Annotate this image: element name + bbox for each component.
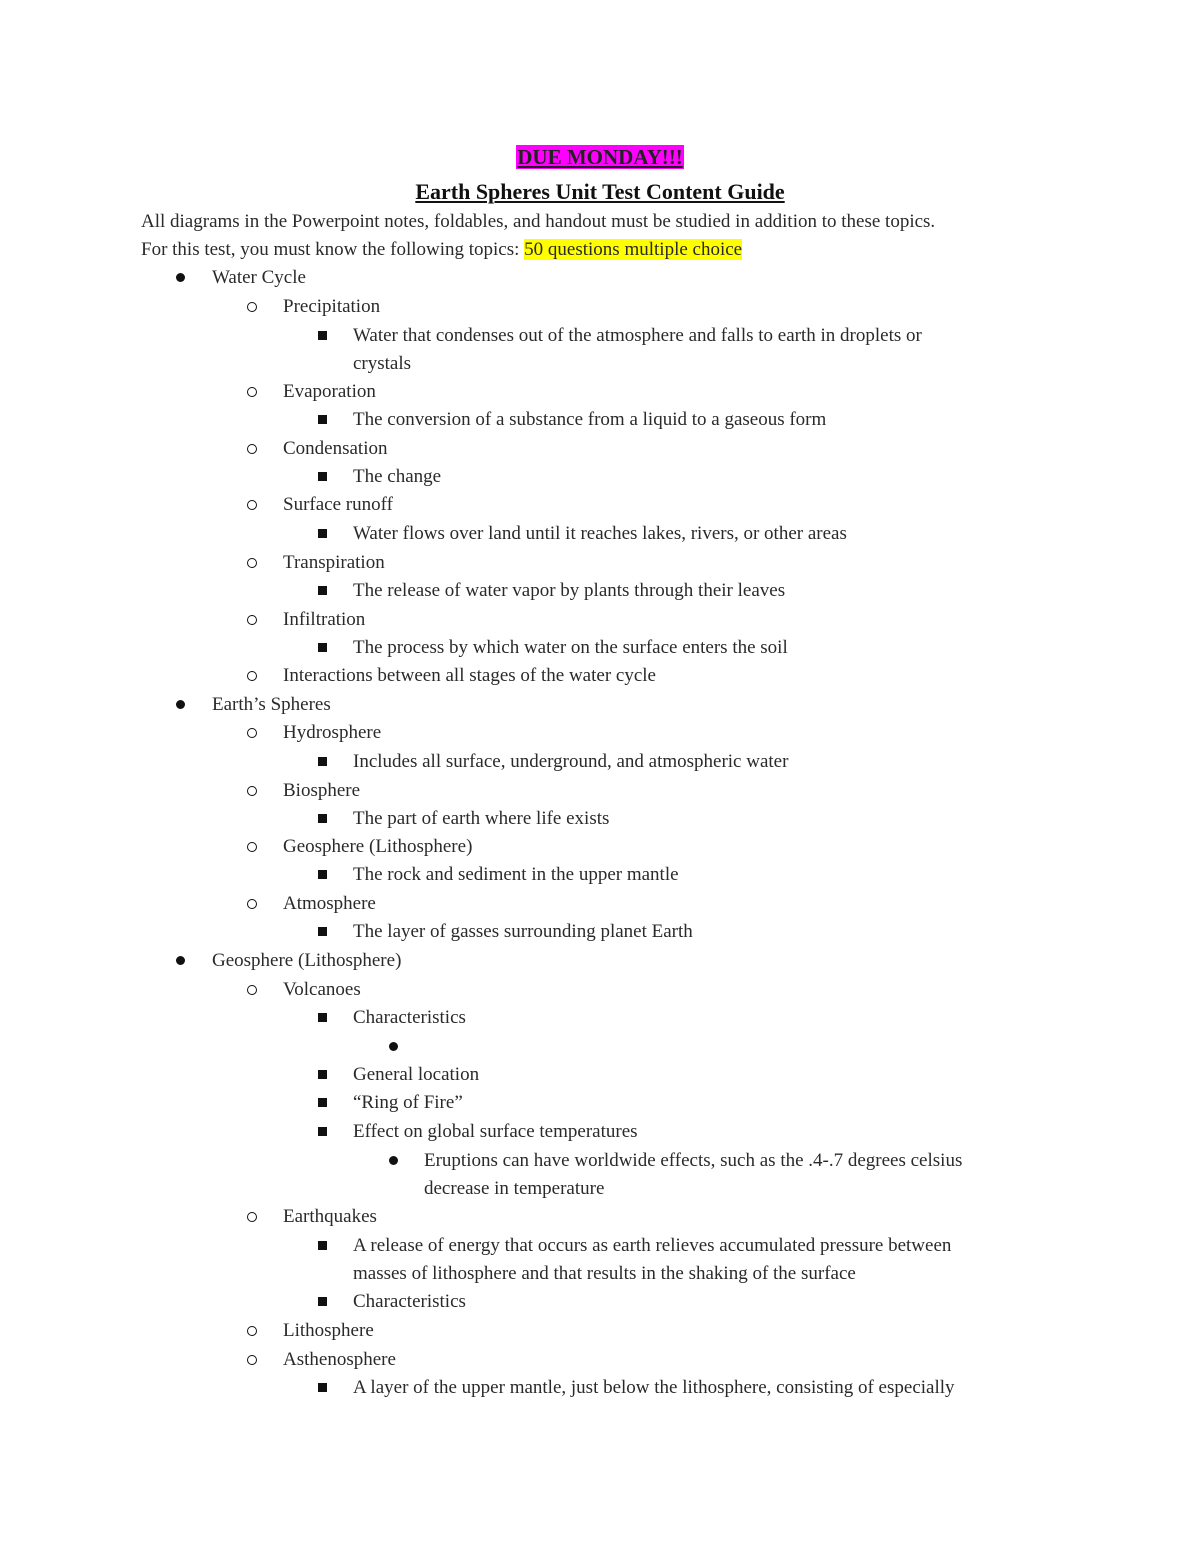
definition-biosphere: The part of earth where life exists	[353, 808, 610, 829]
square-bullet-icon	[318, 1375, 327, 1401]
filled-bullet-icon	[389, 1148, 398, 1174]
subtopic-transpiration: Transpiration	[283, 552, 385, 573]
detail-eruptions-2: decrease in temperature	[424, 1178, 605, 1199]
subtopic-infiltration: Infiltration	[283, 609, 366, 630]
square-bullet-icon	[318, 464, 327, 490]
definition-earthquakes-2: masses of lithosphere and that results in the shaking of the surface	[353, 1263, 856, 1284]
subtopic-interactions: Interactions between all stages of the water cycle	[283, 665, 656, 686]
item-effect-global-temps: Effect on global surface temperatures	[353, 1121, 638, 1142]
hollow-bullet-icon	[247, 436, 257, 462]
square-bullet-icon	[318, 1289, 327, 1315]
topic-earths-spheres: Earth’s Spheres	[212, 694, 331, 715]
hollow-bullet-icon	[247, 294, 257, 320]
square-bullet-icon	[318, 635, 327, 661]
square-bullet-icon	[318, 1005, 327, 1031]
subtopic-volcanoes: Volcanoes	[283, 979, 361, 1000]
hollow-bullet-icon	[247, 607, 257, 633]
square-bullet-icon	[318, 1119, 327, 1145]
intro-line-2-text: For this test, you must know the following topics:	[141, 239, 525, 260]
square-bullet-icon	[318, 806, 327, 832]
definition-transpiration: The release of water vapor by plants through their leaves	[353, 580, 786, 601]
item-volcano-characteristics: Characteristics	[353, 1007, 466, 1028]
square-bullet-icon	[318, 407, 327, 433]
hollow-bullet-icon	[247, 834, 257, 860]
definition-atmosphere: The layer of gasses surrounding planet Earth	[353, 921, 693, 942]
definition-evaporation: The conversion of a substance from a liquid to a gaseous form	[353, 409, 827, 430]
subtopic-surface-runoff: Surface runoff	[283, 494, 393, 515]
hollow-bullet-icon	[247, 1318, 257, 1344]
definition-infiltration: The process by which water on the surface enters the soil	[353, 637, 788, 658]
square-bullet-icon	[318, 578, 327, 604]
subtopic-evaporation: Evaporation	[283, 381, 376, 402]
square-bullet-icon	[318, 749, 327, 775]
subtopic-lithosphere: Lithosphere	[283, 1320, 374, 1341]
filled-bullet-icon	[176, 948, 185, 974]
due-banner	[0, 143, 1200, 171]
square-bullet-icon	[318, 1090, 327, 1116]
square-bullet-icon	[318, 919, 327, 945]
intro-line-2	[141, 237, 742, 263]
hollow-bullet-icon	[247, 720, 257, 746]
definition-surface-runoff: Water flows over land until it reaches lakes, rivers, or other areas	[353, 523, 847, 544]
square-bullet-icon	[318, 323, 327, 349]
square-bullet-icon	[318, 1233, 327, 1259]
subtopic-condensation: Condensation	[283, 438, 388, 459]
hollow-bullet-icon	[247, 891, 257, 917]
definition-precipitation-2: crystals	[353, 353, 412, 374]
subtopic-precipitation: Precipitation	[283, 296, 381, 317]
topic-water-cycle: Water Cycle	[212, 267, 306, 288]
filled-bullet-icon	[389, 1034, 398, 1060]
square-bullet-icon	[318, 521, 327, 547]
definition-condensation: The change	[353, 466, 442, 487]
page-title: Earth Spheres Unit Test Content Guide	[415, 179, 785, 204]
hollow-bullet-icon	[247, 1204, 257, 1230]
hollow-bullet-icon	[247, 1347, 257, 1373]
subtopic-asthenosphere: Asthenosphere	[283, 1349, 396, 1370]
item-general-location: General location	[353, 1064, 480, 1085]
due-text: DUE MONDAY!!!	[517, 145, 683, 169]
hollow-bullet-icon	[247, 379, 257, 405]
subtopic-hydrosphere: Hydrosphere	[283, 722, 382, 743]
hollow-bullet-icon	[247, 977, 257, 1003]
hollow-bullet-icon	[247, 550, 257, 576]
detail-eruptions-1: Eruptions can have worldwide effects, such as the .4-.7 degrees celsius	[424, 1150, 963, 1171]
square-bullet-icon	[318, 1062, 327, 1088]
subtopic-biosphere: Biosphere	[283, 780, 361, 801]
filled-bullet-icon	[176, 265, 185, 291]
item-ring-of-fire: “Ring of Fire”	[353, 1092, 463, 1113]
hollow-bullet-icon	[247, 778, 257, 804]
item-earthquake-characteristics: Characteristics	[353, 1291, 466, 1312]
definition-earthquakes-1: A release of energy that occurs as earth relieves accumulated pressure between	[353, 1235, 952, 1256]
hollow-bullet-icon	[247, 492, 257, 518]
topic-geosphere: Geosphere (Lithosphere)	[212, 950, 402, 971]
filled-bullet-icon	[176, 692, 185, 718]
definition-geosphere: The rock and sediment in the upper mantle	[353, 864, 679, 885]
question-count-highlight: 50 questions multiple choice	[524, 239, 743, 260]
definition-hydrosphere: Includes all surface, underground, and atmospheric water	[353, 751, 789, 772]
definition-asthenosphere: A layer of the upper mantle, just below the lithosphere, consisting of especially	[353, 1377, 955, 1398]
subtopic-geosphere: Geosphere (Lithosphere)	[283, 836, 473, 857]
definition-precipitation-1: Water that condenses out of the atmosphere and falls to earth in droplets or	[353, 325, 922, 346]
subtopic-earthquakes: Earthquakes	[283, 1206, 377, 1227]
square-bullet-icon	[318, 862, 327, 888]
intro-line-1: All diagrams in the Powerpoint notes, foldables, and handout must be studied in addition to these topics.	[141, 211, 936, 232]
hollow-bullet-icon	[247, 663, 257, 689]
subtopic-atmosphere: Atmosphere	[283, 893, 376, 914]
